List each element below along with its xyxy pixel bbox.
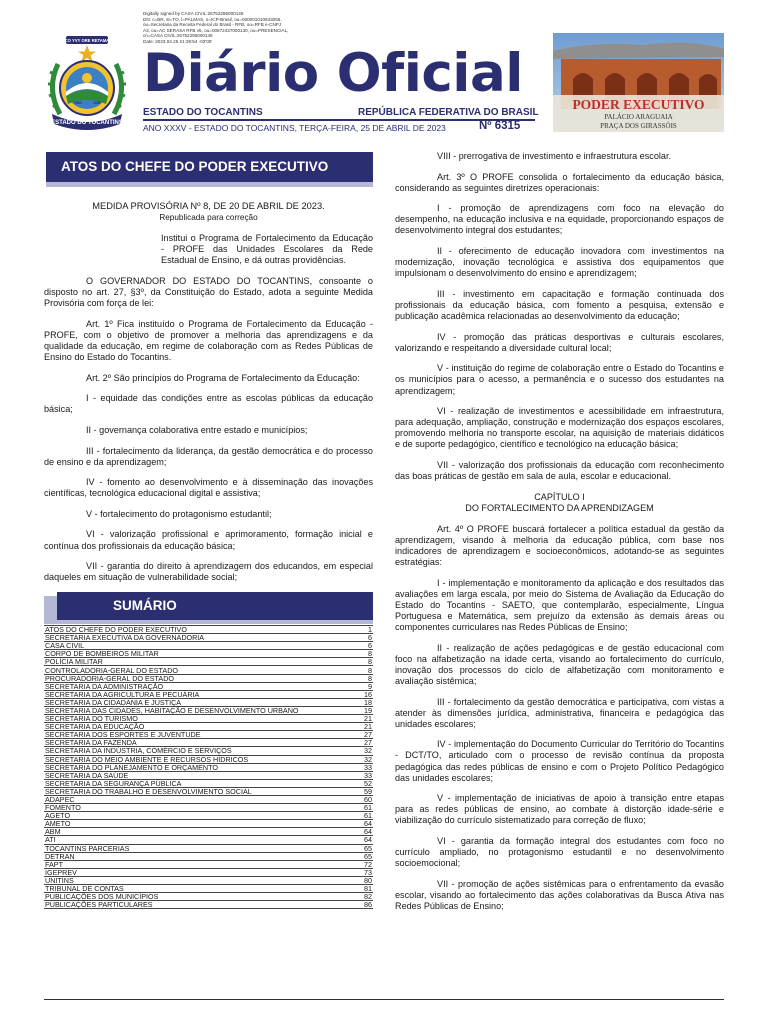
paragraph: VI - valorização profissional e aprimoramento, formação inicial e contínua dos profissionais da educação básica; [44,529,373,551]
paragraph: II - realização de ações pedagógicas e de gestão educacional com foco na alfabetização na idade certa, visando ao fortalecimento do currículo, inovação dos processos do ciclo de alfabetização com monitoramento e avaliação sistêmica; [395,642,724,686]
photo-caption-title: PODER EXECUTIVO [572,97,705,112]
masthead-state: ESTADO DO TOCANTINS [143,107,263,118]
sumario-page-number: 8 [351,674,373,682]
paragraph: III - fortalecimento da liderança, da gestão democrática e do processo de ensino e da aprendizagem; [44,445,373,467]
sumario-section-name: ATOS DO CHEFE DO PODER EXECUTIVO [44,626,351,634]
signature-line: ou=Secretaria da Receita Federal do Brasil - RFB, ou=RFB e-CNPJ [143,22,282,28]
sumario-page-number: 18 [351,698,373,706]
logo-motto: CO YVY ORE RETAMA [64,38,110,43]
state-coat-of-arms [44,34,130,130]
sumario-page-number: 21 [351,723,373,731]
chapter-number: CAPÍTULO I [534,491,585,502]
sumario-page-number: 21 [351,715,373,723]
paragraph: Art. 4º O PROFE buscará fortalecer a política estadual da gestão da aprendizagem, visando à melhoria da educação pública, com base nos indicadores de aprendizagem e socioeconômicos, adotando-se as seguintes estratégias: [395,523,724,568]
paragraph: O GOVERNADOR DO ESTADO DO TOCANTINS, consoante o disposto no art. 27, §3º, da Constituição do Estado, adota a seguinte Medida Provisória com força de lei: [44,275,373,309]
sumario-row[interactable] [44,763,373,771]
section-header-stripe [46,182,373,187]
sumario-section-name: SECRETARIA DO TRABALHO E DESENVOLVIMENTO SOCIAL [44,787,351,795]
paragraph: II - oferecimento de educação inovadora com investimentos na modernização, inovação tecnológica e assistiva dos equipamentos que impulsionam o desenvolvimento do ensino e aprendizagem; [395,246,724,279]
sumario-row[interactable] [44,658,373,666]
sumario-section-name: SECRETARIA EXECUTIVA DA GOVERNADORIA [44,634,351,642]
sumario-page-number: 33 [351,771,373,779]
sumario-page-number: 73 [351,868,373,876]
sumario-section-name: TRIBUNAL DE CONTAS [44,885,351,893]
sumario-page-number: 86 [351,901,373,909]
sumario-row[interactable] [44,812,373,820]
sumario-page-number: 65 [351,852,373,860]
left-paragraphs [44,276,373,583]
sumario-section-name: PUBLICAÇÕES DOS MUNICÍPIOS [44,893,351,901]
sumario-section-name: AGETO [44,812,351,820]
sumario-page-number: 9 [351,682,373,690]
paragraph: Art. 2º São princípios do Programa de Fortalecimento da Educação: [86,372,360,383]
sumario-row[interactable] [44,820,373,828]
sumario-section-name: DETRAN [44,852,351,860]
sumario-row[interactable] [44,901,373,909]
sumario-page-number: 8 [351,658,373,666]
signature-line: Digitally signed by CASA CIVIL:26752295000146 [143,11,244,16]
sumario-section-name: POLÍCIA MILITAR [44,658,351,666]
sumario-page-number: 64 [351,828,373,836]
paragraph: I - implementação e monitoramento da aplicação e dos resultados das avaliações em larga escala, por meio do Sistema de Avaliação da Educação do Estado do Tocantins - SAETO, que contemplarão, especialmente, Língua Portuguesa e Matemática, sem prejuízo da extensão às demais áreas ou componentes curriculares nas Redes Públicas de Ensino; [395,577,724,633]
sumario-page-number: 8 [351,650,373,658]
sumario-page-number: 52 [351,779,373,787]
sumario-section-name: SECRETARIA DA SAÚDE [44,771,351,779]
sumario-row[interactable] [44,747,373,755]
sumario-section-name: CASA CIVIL [44,642,351,650]
paragraph: IV - implementação do Documento Curricular do Território do Tocantins - DCT/TO, articulado com o processo de revisão contínua da proposta pedagógica das redes públicas de ensino e com o Projeto Político Pedagógico das unidades escolares; [395,739,724,783]
sumario-row[interactable] [44,844,373,852]
sumario-page-number: 72 [351,860,373,868]
paragraph: V - instituição do regime de colaboração entre o Estado do Tocantins e os municípios para o acesso, a permanência e o sucesso dos estudantes na aprendizagem; [395,363,724,396]
sumario-row[interactable] [44,787,373,795]
section-header-atos: ATOS DO CHEFE DO PODER EXECUTIVO [46,152,373,182]
sumario-section-name: CONTROLADORIA-GERAL DO ESTADO [44,666,351,674]
digital-signature [143,11,313,45]
photo-caption-line2: PRAÇA DOS GIRASSÓIS [600,122,677,130]
sumario-stripe [44,596,58,620]
sumario-row[interactable] [44,852,373,860]
signature-line: cn=CASA CIVIL:26752295000146 [143,33,213,39]
paragraph: V - implementação de iniciativas de apoio à transição entre etapas para as redes públicas de ensino, ao combate à distorção idade-série e viabilização do currículo sistematizado para correção de fluxo; [395,793,724,826]
paragraph: VII - promoção de ações sistêmicas para o enfrentamento da evasão escolar, visando ao fortalecimento das ações colaborativas da Busca Ativa nas Redes Públicas de Ensino; [395,878,724,911]
paragraph: VIII - prerrogativa de investimento e infraestrutura escolar. [437,151,672,161]
decree-summary: Institui o Programa de Fortalecimento da Educação - PROFE das Unidades Escolares da Rede Estadual de Ensino, e dá outras providências. [161,233,373,266]
sumario-section-name: ATI [44,836,351,844]
sumario-section-name: SECRETARIA DO MEIO AMBIENTE E RECURSOS HÍDRICOS [44,755,351,763]
paragraph: IV - fomento ao desenvolvimento e à disseminação das inovações científicas, tecnológica educacional digital e assistiva; [44,477,373,499]
sumario-section-name: IGEPREV [44,868,351,876]
logo-ring-text: ESTADO DO TOCANTINS [51,120,123,126]
sumario-section-name: SECRETARIA DA SEGURANÇA PÚBLICA [44,779,351,787]
paragraph: IV - promoção das práticas desportivas e culturais escolares, valorizando e respeitando a diversidade cultural local; [395,331,724,353]
sumario-section-name: FOMENTO [44,804,351,812]
sumario-section-name: SECRETARIA DO PLANEJAMENTO E ORÇAMENTO [44,763,351,771]
decree-subtitle: Republicada para correção [159,213,258,223]
sumario-row[interactable] [44,804,373,812]
paragraph: VII - garantia do direito à aprendizagem dos educandos, em especial daqueles em situação de vulnerabilidade social; [44,561,373,583]
sumario-section-name: AMETO [44,820,351,828]
paragraph: Art. 3º O PROFE consolida o fortalecimento da educação básica, considerando as seguintes diretrizes operacionais: [395,171,724,193]
sumario-row[interactable] [44,828,373,836]
sumario-page-number: 60 [351,795,373,803]
edition-dateline: ANO XXXV - ESTADO DO TOCANTINS, TERÇA-FEIRA, 25 DE ABRIL DE 2023 [143,123,446,133]
paragraph: Art. 1º Fica instituído o Programa de Fortalecimento da Educação - PROFE, com o objetivo de promover a melhoria das aprendizagens e da qualidade da educação, em regime de colaboração com as Redes Públicas de Ensino do Estado do Tocantins. [44,318,373,363]
page-bottom-rule [44,999,724,1000]
sumario-page-number: 32 [351,755,373,763]
sumario-section-name: PUBLICAÇÕES PARTICULARES [44,901,351,909]
sumario-row[interactable] [44,666,373,674]
paragraph: III - fortalecimento da gestão democrática e participativa, com vistas a atender às dimensões jurídica, administrativa, financeira e pedagógica das unidades escolares; [395,696,724,729]
right-paragraphs-b [395,524,724,912]
paragraph: III - investimento em capacitação e formação continuada dos profissionais da educação básica, com fomento a pesquisa, extensão e publicação acadêmica relacionadas ao desenvolvimento da educação; [395,288,724,322]
sumario-row[interactable] [44,795,373,803]
sumario-row[interactable] [44,634,373,642]
masthead-title: Diário Oficial [143,43,523,104]
paragraph: VII - valorização dos profissionais da educação com reconhecimento das boas práticas de gestão em sala de aula, escolar e educacional. [395,459,724,482]
masthead-rule [143,119,535,121]
decree-title: MEDIDA PROVISÓRIA Nº 8, DE 20 DE ABRIL DE 2023. [92,201,325,211]
sumario-row[interactable] [44,674,373,682]
paragraph: VI - garantia da formação integral dos estudantes com foco no currículo ampliado, no protagonismo estudantil e no desenvolvimento socioemocional; [395,836,724,869]
sumario-page-number: 32 [351,747,373,755]
paragraph: I - equidade das condições entre as escolas públicas da educação básica; [44,393,373,415]
sumario-section-name: SECRETARIA DA FAZENDA [44,739,351,747]
sumario-page-number: 82 [351,893,373,901]
sumario-section-name: TOCANTINS PARCERIAS [44,844,351,852]
right-column [395,151,724,922]
sumario-section-name: SECRETARIA DO TURISMO [44,715,351,723]
sumario-page-number: 59 [351,787,373,795]
sumario-section-name: SECRETARIA DA INDÚSTRIA, COMÉRCIO E SERVIÇOS [44,747,351,755]
paragraph: II - governança colaborativa entre estado e municípios; [86,424,308,435]
chapter-title: DO FORTALECIMENTO DA APRENDIZAGEM [465,502,654,513]
signature-line: DN: c=BR, st=TO, l=PALMAS, o=ICP-Brasil, ou=000001010633056, [143,16,282,22]
sumario-section-name: ADAPEC [44,795,351,803]
sumario-section-name: PROCURADORIA-GERAL DO ESTADO [44,674,351,682]
sumario-page-number: 61 [351,812,373,820]
photo-caption-line1: PALÁCIO ARAGUAIA [604,113,673,121]
masthead-republic: REPÚBLICA FEDERATIVA DO BRASIL [358,107,539,118]
sumario-page-number: 6 [351,634,373,642]
paragraph: I - promoção de aprendizagens com foco na elevação do desempenho, na educação inclusiva e na equidade, proporcionando espaços de desenvolvimento integral dos estudantes; [395,203,724,236]
sumario-page-number: 27 [351,739,373,747]
sumario-page-number: 64 [351,836,373,844]
sumario-page-number: 16 [351,690,373,698]
sumario-underline [44,620,373,624]
sumario-section-name: SECRETARIA DA CIDADANIA E JUSTIÇA [44,698,351,706]
sumario-section-name: CORPO DE BOMBEIROS MILITAR [44,650,351,658]
sumario-row[interactable] [44,860,373,868]
logo-year-right: 1988 [93,101,101,105]
signature-line: Date: 2023.04.25 21:39:54 -03'00' [143,38,213,44]
paragraph: V - fortalecimento do protagonismo estudantil; [86,508,272,519]
sumario-table [44,625,373,909]
sumario-section-name: ABM [44,828,351,836]
sumario-page-number: 80 [351,876,373,884]
sumario-section-name: SECRETARIA DOS ESPORTES E JUVENTUDE [44,731,351,739]
sumario-section-name: FAPT [44,860,351,868]
logo-year-left: 1989 [74,101,82,105]
signature-line: A3, ou=AC SERASA RFB v5, ou=00872437000130, ou=PRESENCIAL, [143,27,289,33]
sumario-page-number: 33 [351,763,373,771]
sumario-page-number: 19 [351,706,373,714]
sumario-row[interactable] [44,836,373,844]
sumario-section-name: UNITINS [44,876,351,884]
sumario-row[interactable] [44,868,373,876]
sumario-page-number: 64 [351,820,373,828]
sumario-section-name: SECRETARIA DA ADMINISTRAÇÃO [44,682,351,690]
sumario-page-number: 8 [351,666,373,674]
paragraph: VI - realização de investimentos e acessibilidade em infraestrutura, para adequação, ampliação, construção e modernização dos espaços escolares, promovendo melhoria no transporte escolar, na aquisição de materiais didáticos e de suporte pedagógico, científico e tecnológico na educação básica; [395,406,724,450]
sumario-section-name: SECRETARIA DA AGRICULTURA E PECUÁRIA [44,690,351,698]
palace-photo [553,33,724,132]
edition-number: Nº 6315 [479,120,521,132]
sumario-page-number: 81 [351,885,373,893]
sumario-page-number: 27 [351,731,373,739]
sumario-page-number: 65 [351,844,373,852]
sumario-row[interactable] [44,755,373,763]
section-header-sumario: SUMÁRIO [57,592,373,620]
right-paragraphs-a [395,151,724,482]
sumario-page-number: 61 [351,804,373,812]
sumario-section-name: SECRETARIA DAS CIDADES, HABITAÇÃO E DESENVOLVIMENTO URBANO [44,706,351,714]
sumario-page-number: 6 [351,642,373,650]
left-column [44,201,373,593]
sumario-section-name: SECRETARIA DA EDUCAÇÃO [44,723,351,731]
sumario-page-number: 1 [351,626,373,634]
